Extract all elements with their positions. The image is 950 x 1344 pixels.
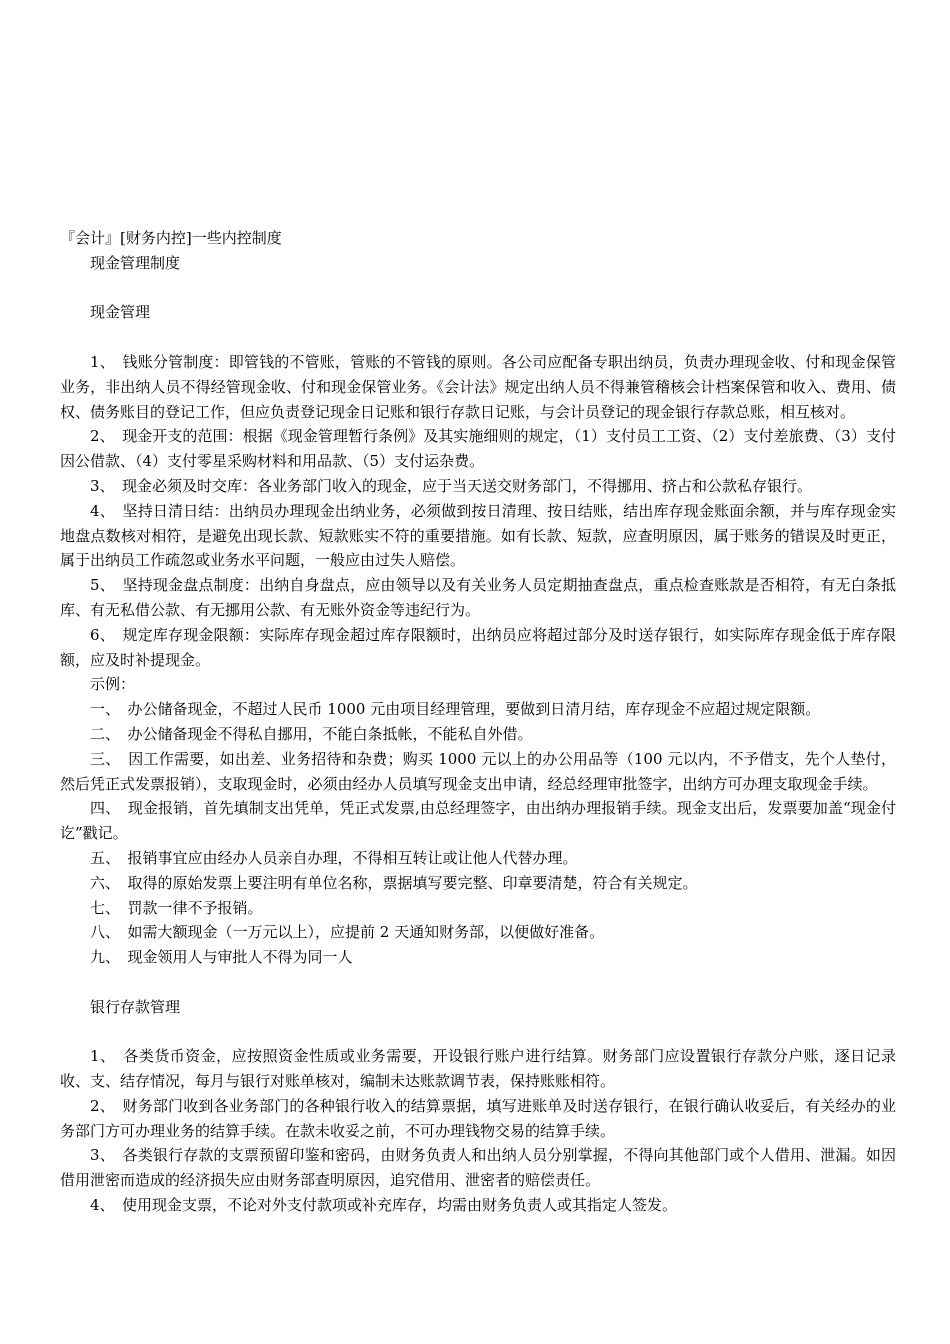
blank-line — [60, 970, 896, 995]
example-item: 二、 办公储备现金不得私自挪用，不能白条抵帐，不能私自外借。 — [90, 724, 533, 743]
section-title: 现金管理制度 — [90, 253, 181, 272]
cash-heading: 现金管理 — [90, 303, 151, 322]
blank-line — [60, 276, 896, 301]
example-item: 九、 现金领用人与审批人不得为同一人 — [90, 948, 353, 967]
bank-item: 4、 使用现金支票，不论对外支付款项或补充库存，均需由财务负责人或其指定人签发。 — [90, 1196, 678, 1215]
cash-item: 5、 坚持现金盘点制度：出纳自身盘点，应由领导以及有关业务人员定期抽查盘点，重点检查账款是否相符，有无白条抵库、有无私借公款、有无挪用公款、有无账外资金等违纪行为。 — [60, 576, 896, 619]
example-item: 四、 现金报销，首先填制支出凭单，凭正式发票,由总经理签字，由出纳办理报销手续。现金支出后，发票要加盖“现金付讫”戳记。 — [60, 799, 896, 843]
example-item: 三、 因工作需要，如出差、业务招待和杂费；购买 1000 元以上的办公用品等（100 元以内，不予借支，先个人垫付，然后凭正式发票报销），支取现金时，必须由经办人员填写现金支出申请，经总经理审批签字，出纳方可办理支取现金手续。 — [60, 749, 896, 793]
cash-item: 2、 现金开支的范围：根据《现金管理暂行条例》及其实施细则的规定，（1）支付员工工资、（2）支付差旅费、（3）支付因公借款、（4）支付零星采购材料和用品款、（5）支付运杂费。 — [60, 427, 896, 471]
cash-item: 4、 坚持日清日结：出纳员办理现金出纳业务，必须做到按日清理、按日结账，结出库存现金账面余额，并与库存现金实地盘点数核对相符，是避免出现长款、短款账实不符的重要措施。如有长款、短款，应查明原因，属于账务的错误及时更正，属于出纳员工作疏忽或业务水平问题，一般应由过失人赔偿。 — [60, 501, 896, 570]
blank-line — [60, 325, 896, 350]
bank-item: 2、 财务部门收到各业务部门的各种银行收入的结算票据，填写进账单及时送存银行，在银行确认收妥后，有关经办的业务部门方可办理业务的结算手续。在款未收妥之前，不可办理钱物交易的结算手续。 — [60, 1096, 896, 1140]
bank-heading: 银行存款管理 — [90, 997, 181, 1016]
cash-item: 6、 规定库存现金限额：实际库存现金超过库存限额时，出纳员应将超过部分及时送存银行，如实际库存现金低于库存限额，应及时补提现金。 — [60, 625, 896, 669]
example-item: 七、 罚款一律不予报销。 — [90, 898, 263, 917]
example-item: 六、 取得的原始发票上要注明有单位名称，票据填写要完整、印章要清楚，符合有关规定。 — [90, 873, 698, 892]
document-page — [60, 226, 896, 1218]
cash-item: 3、 现金必须及时交库：各业务部门收入的现金，应于当天送交财务部门，不得挪用、挤占和公款私存银行。 — [90, 476, 813, 495]
blank-line — [60, 1020, 896, 1045]
bank-item: 3、 各类银行存款的支票预留印鉴和密码，由财务负责人和出纳人员分别掌握，不得向其他部门或个人借用、泄漏。如因借用泄密而造成的经济损失应由财务部查明原因，追究借用、泄密者的赔偿责任。 — [60, 1146, 896, 1190]
cash-item: 1、 钱账分管制度：即管钱的不管账，管账的不管钱的原则。各公司应配备专职出纳员，负责办理现金收、付和现金保管业务，非出纳人员不得经管现金收、付和现金保管业务。《会计法》规定出纳人员不得兼管稽核会计档案保管和收入、费用、债权、债务账目的登记工作，但应负责登记现金日记账和银行存款日记账，与会计员登记的现金银行存款总账，相互核对。 — [60, 352, 896, 421]
example-label: 示例： — [90, 675, 136, 694]
example-item: 一、 办公储备现金，不超过人民币 1000 元由项目经理管理，要做到日清月结，库存现金不应超过规定限额。 — [90, 700, 821, 719]
example-item: 五、 报销事宜应由经办人员亲自办理，不得相互转让或让他人代替办理。 — [90, 848, 578, 867]
document-title: 『会计』[财务内控]一些内控制度 — [60, 229, 282, 247]
bank-item: 1、 各类货币资金，应按照资金性质或业务需要，开设银行账户进行结算。财务部门应设置银行存款分户账，逐日记录收、支、结存情况，每月与银行对账单核对，编制未达账款调节表，保持账账相符。 — [60, 1047, 896, 1091]
example-item: 八、 如需大额现金（一万元以上），应提前 2 天通知财务部，以便做好准备。 — [90, 923, 605, 942]
